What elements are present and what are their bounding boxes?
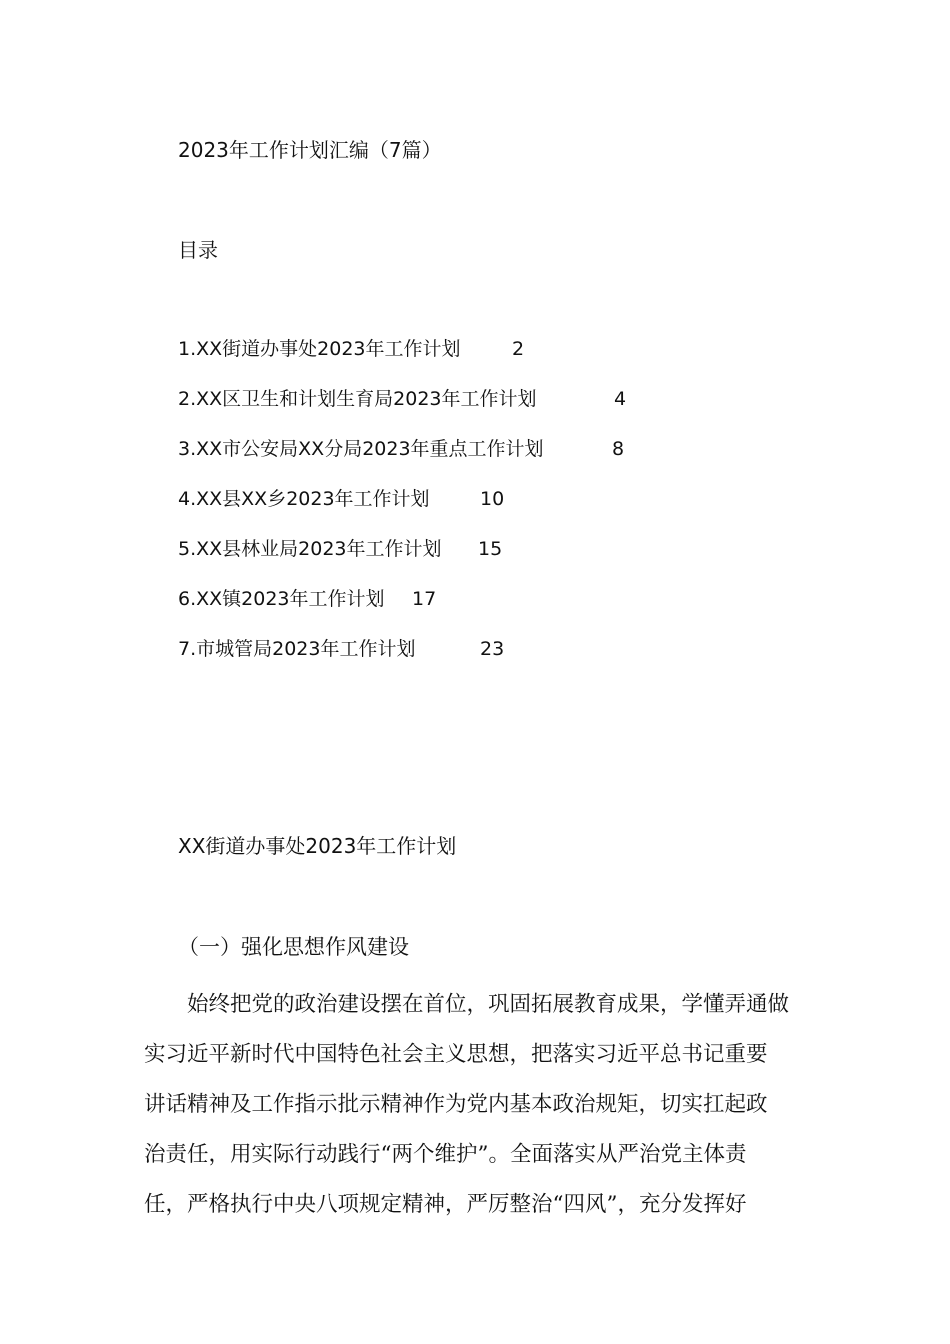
toc-heading: 目录 xyxy=(178,238,218,262)
body-line: 始终把党的政治建设摆在首位，巩固拓展教育成果，学懂弄通做 xyxy=(144,992,790,1017)
body-paragraph xyxy=(144,980,808,1230)
toc-item-text: 7.市城管局2023年工作计划 xyxy=(178,638,416,660)
toc-item-text: 2.XX区卫生和计划生育局2023年工作计划 xyxy=(178,388,537,410)
toc-item-text: 3.XX市公安局XX分局2023年重点工作计划 xyxy=(178,438,544,460)
toc-item-text: 6.XX镇2023年工作计划 xyxy=(178,588,385,610)
toc-item-page: 10 xyxy=(480,488,505,510)
body-line: 讲话精神及工作指示批示精神作为党内基本政治规矩，切实扛起政 xyxy=(144,1092,768,1117)
toc-item-text: 1.XX街道办事处2023年工作计划 xyxy=(178,338,461,360)
document-title: 2023年工作计划汇编（7篇） xyxy=(178,138,442,162)
toc-item-text: 4.XX县XX乡2023年工作计划 xyxy=(178,488,430,510)
toc-item-page: 23 xyxy=(480,638,505,660)
sub-heading: （一）强化思想作风建设 xyxy=(178,935,409,959)
toc-item-page: 15 xyxy=(478,538,503,560)
body-line: 任，严格执行中央八项规定精神，严厉整治“四风”，充分发挥好 xyxy=(144,1192,747,1217)
toc-item-page: 4 xyxy=(614,388,627,410)
body-line: 实习近平新时代中国特色社会主义思想，把落实习近平总书记重要 xyxy=(144,1042,768,1067)
section-title: XX街道办事处2023年工作计划 xyxy=(178,834,457,858)
toc-item-page: 17 xyxy=(412,588,437,610)
toc-item-text: 5.XX县林业局2023年工作计划 xyxy=(178,538,442,560)
body-line: 治责任，用实际行动践行“两个维护”。全面落实从严治党主体责 xyxy=(144,1142,747,1167)
toc-item-page: 2 xyxy=(512,338,525,360)
toc-item-page: 8 xyxy=(612,438,625,460)
